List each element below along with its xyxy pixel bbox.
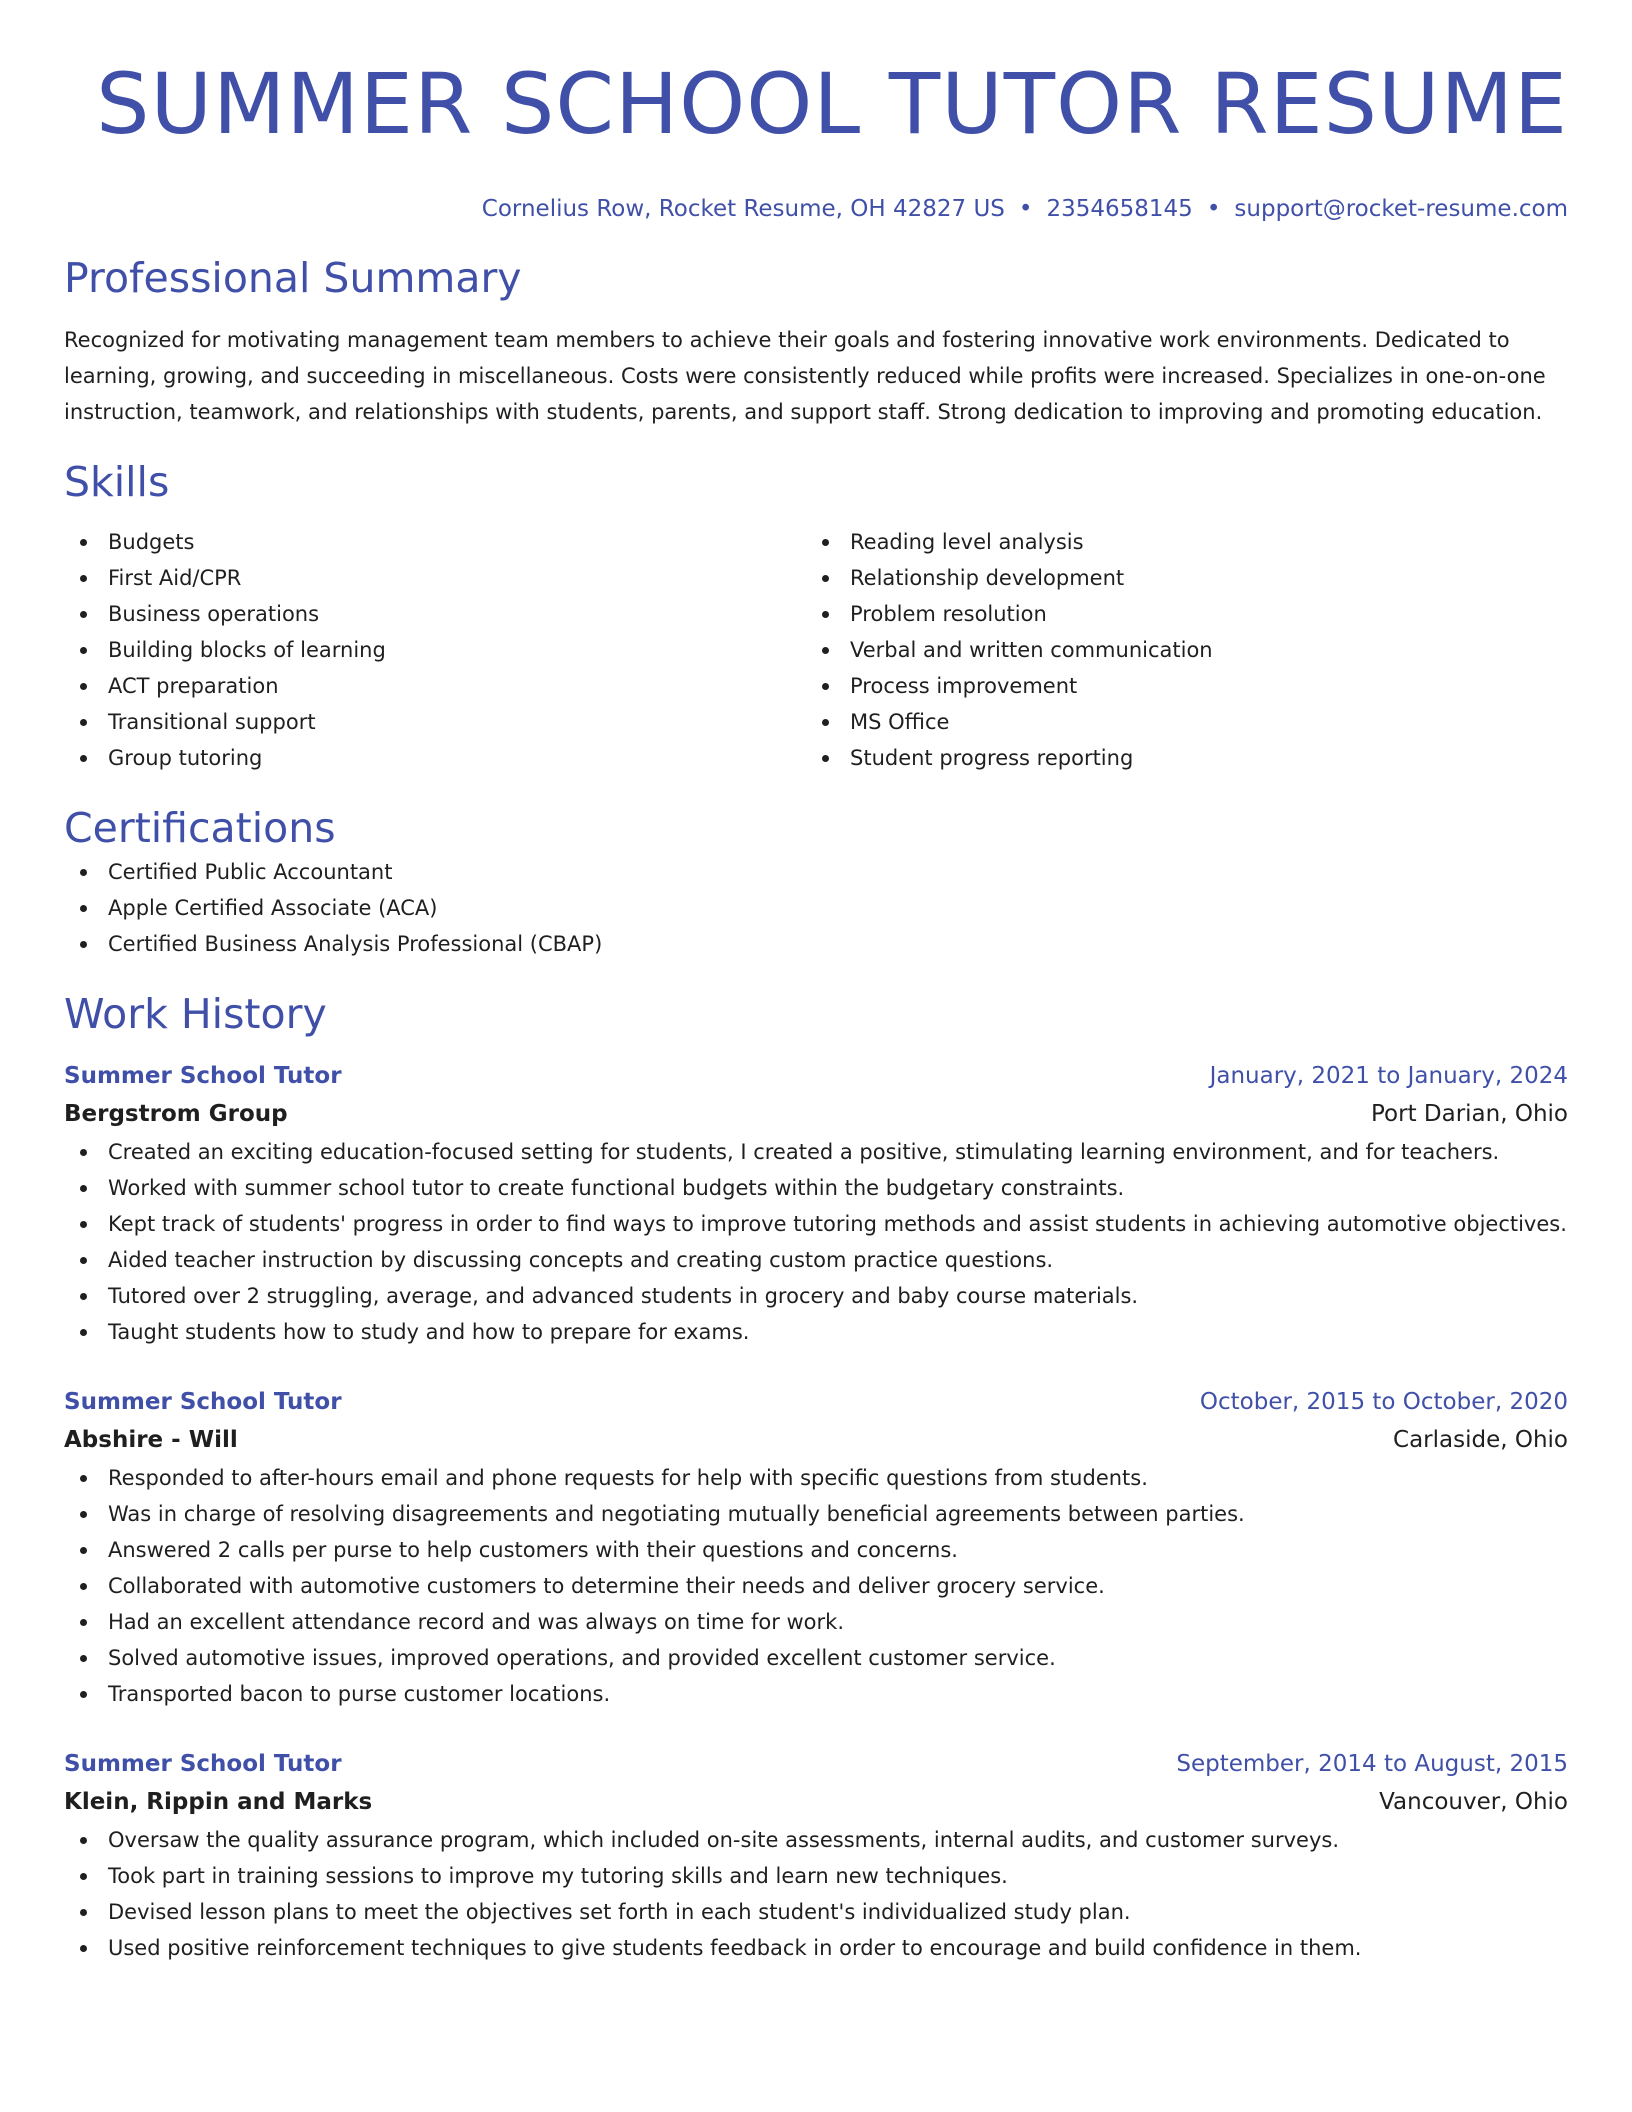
job-header-row: [64, 1058, 1568, 1094]
contact-separator: •: [1206, 196, 1221, 222]
job-bullets: [64, 1460, 1568, 1712]
skill-item: Transitional support: [64, 704, 806, 740]
job-bullet: Answered 2 calls per purse to help customers with their questions and concerns.: [64, 1532, 1568, 1568]
skills-column-right: [806, 524, 1548, 776]
job-entry: [64, 1058, 1568, 1350]
job-title: Summer School Tutor: [64, 1751, 342, 1777]
skill-item: Process improvement: [806, 668, 1548, 704]
skill-item: Relationship development: [806, 560, 1548, 596]
skill-item: Reading level analysis: [806, 524, 1548, 560]
skills-list-left: [64, 524, 806, 776]
job-location: Port Darian, Ohio: [1371, 1101, 1568, 1127]
resume-title: SUMMER SCHOOL TUTOR RESUME: [96, 55, 1568, 153]
job-location: Vancouver, Ohio: [1379, 1789, 1568, 1815]
summary-heading: Professional Summary: [64, 254, 522, 302]
job-bullet: Worked with summer school tutor to create functional budgets within the budgetary constraints.: [64, 1170, 1568, 1206]
skill-item: Problem resolution: [806, 596, 1548, 632]
job-dates: September, 2014 to August, 2015: [1176, 1751, 1568, 1777]
skill-item: ACT preparation: [64, 668, 806, 704]
skills-grid: [64, 524, 1568, 776]
certification-item: Apple Certified Associate (ACA): [64, 890, 1568, 926]
job-bullet: Oversaw the quality assurance program, which included on-site assessments, internal audits, and customer surveys.: [64, 1822, 1568, 1858]
skills-heading: Skills: [64, 458, 170, 506]
job-location: Carlaside, Ohio: [1393, 1427, 1568, 1453]
job-entry: [64, 1384, 1568, 1712]
skill-item: MS Office: [806, 704, 1548, 740]
contact-address: Cornelius Row, Rocket Resume, OH 42827 US: [481, 196, 1005, 222]
skill-item: Group tutoring: [64, 740, 806, 776]
skill-item: Budgets: [64, 524, 806, 560]
skills-column-left: [64, 524, 806, 776]
job-bullet: Used positive reinforcement techniques to give students feedback in order to encourage and build confidence in them.: [64, 1930, 1568, 1966]
contact-phone[interactable]: 2354658145: [1046, 196, 1193, 222]
job-bullet: Was in charge of resolving disagreements and negotiating mutually beneficial agreements between parties.: [64, 1496, 1568, 1532]
skill-item: Building blocks of learning: [64, 632, 806, 668]
work-history-heading: Work History: [64, 990, 327, 1038]
job-bullet: Aided teacher instruction by discussing concepts and creating custom practice questions.: [64, 1242, 1568, 1278]
job-company: Bergstrom Group: [64, 1101, 288, 1127]
job-bullet: Collaborated with automotive customers to determine their needs and deliver grocery service.: [64, 1568, 1568, 1604]
certification-item: Certified Business Analysis Professional (CBAP): [64, 926, 1568, 962]
job-bullet: Responded to after-hours email and phone requests for help with specific questions from students.: [64, 1460, 1568, 1496]
certification-item: Certified Public Accountant: [64, 854, 1568, 890]
job-dates: October, 2015 to October, 2020: [1199, 1389, 1568, 1415]
skill-item: Student progress reporting: [806, 740, 1548, 776]
job-bullet: Taught students how to study and how to prepare for exams.: [64, 1314, 1568, 1350]
contact-separator: •: [1018, 196, 1033, 222]
job-title: Summer School Tutor: [64, 1063, 342, 1089]
job-entry: [64, 1746, 1568, 1966]
job-dates: January, 2021 to January, 2024: [1209, 1063, 1568, 1089]
job-company: Klein, Rippin and Marks: [64, 1789, 373, 1815]
certifications-heading: Certifications: [64, 804, 336, 852]
job-bullet: Transported bacon to purse customer locations.: [64, 1676, 1568, 1712]
contact-line: [64, 194, 1568, 224]
job-company-row: [64, 1420, 1568, 1460]
skill-item: First Aid/CPR: [64, 560, 806, 596]
job-title: Summer School Tutor: [64, 1389, 342, 1415]
job-company-row: [64, 1782, 1568, 1822]
skills-list-right: [806, 524, 1548, 776]
job-bullet: Solved automotive issues, improved operations, and provided excellent customer service.: [64, 1640, 1568, 1676]
job-bullet: Had an excellent attendance record and was always on time for work.: [64, 1604, 1568, 1640]
job-bullet: Tutored over 2 struggling, average, and advanced students in grocery and baby course materials.: [64, 1278, 1568, 1314]
job-bullet: Devised lesson plans to meet the objectives set forth in each student's individualized study plan.: [64, 1894, 1568, 1930]
skill-item: Business operations: [64, 596, 806, 632]
job-company: Abshire - Will: [64, 1427, 238, 1453]
job-bullets: [64, 1822, 1568, 1966]
job-bullet: Created an exciting education-focused setting for students, I created a positive, stimulating learning environment, and for teachers.: [64, 1134, 1568, 1170]
job-bullet: Took part in training sessions to improve my tutoring skills and learn new techniques.: [64, 1858, 1568, 1894]
summary-text: Recognized for motivating management team members to achieve their goals and fostering innovative work environments. Dedicated to learning, growing, and succeeding in miscellaneous. Costs were consistently reduced while profits were increased. Specializes in one-on-one instruction, teamwork, and relationships with students, parents, and support staff. Strong dedication to improving and promoting education.: [64, 328, 1546, 424]
contact-email[interactable]: support@rocket-resume.com: [1234, 196, 1568, 222]
skill-item: Verbal and written communication: [806, 632, 1548, 668]
job-bullet: Kept track of students' progress in order to find ways to improve tutoring methods and assist students in achieving automotive objectives.: [64, 1206, 1568, 1242]
job-bullets: [64, 1134, 1568, 1350]
job-header-row: [64, 1746, 1568, 1782]
job-company-row: [64, 1094, 1568, 1134]
certifications-list: [64, 854, 1568, 962]
job-header-row: [64, 1384, 1568, 1420]
